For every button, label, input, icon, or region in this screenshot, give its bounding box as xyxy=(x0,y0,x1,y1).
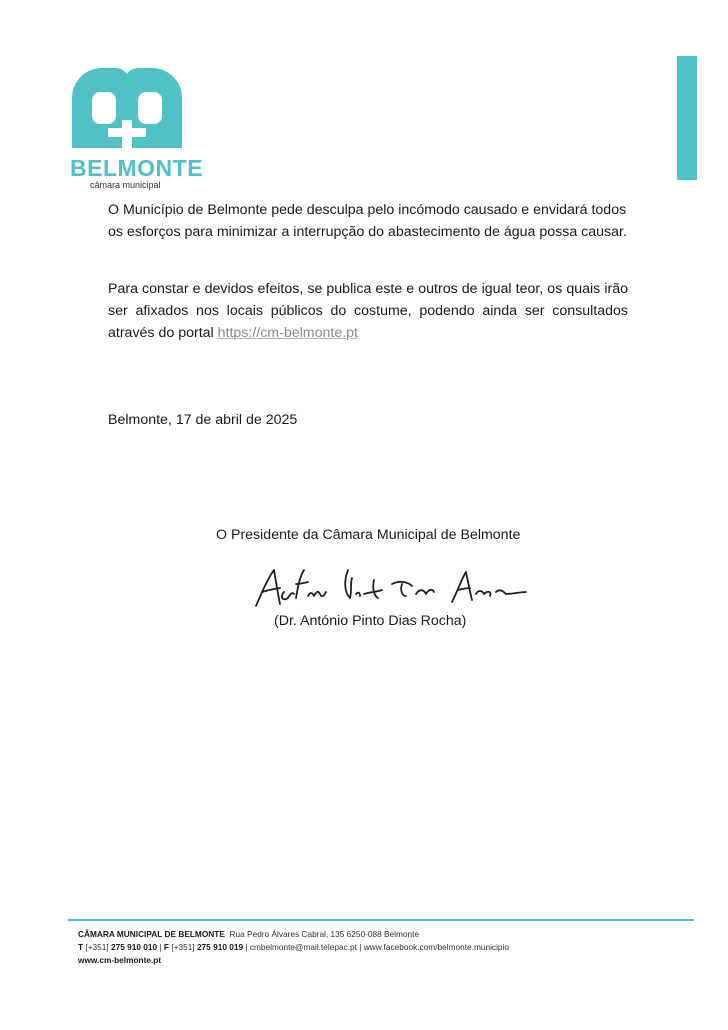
footer-phone: 275 910 010 xyxy=(111,942,158,952)
handwritten-signature xyxy=(252,562,528,612)
footer-line-1 xyxy=(78,928,509,941)
brand-side-bar xyxy=(677,56,697,180)
president-title: O Presidente da Câmara Municipal de Belmonte xyxy=(216,527,521,543)
publication-line-3 xyxy=(108,322,628,344)
signer-name: (Dr. António Pinto Dias Rocha) xyxy=(274,613,467,629)
footer-divider xyxy=(68,919,694,921)
footer-line-3 xyxy=(78,954,509,967)
date-line: Belmonte, 17 de abril de 2025 xyxy=(108,412,298,428)
belmonte-b-logo-icon xyxy=(72,64,182,148)
footer xyxy=(78,928,509,967)
portal-link[interactable]: https://cm-belmonte.pt xyxy=(217,325,358,341)
publication-line-1: Para constar e devidos efeitos, se publica este e outros de igual teor, os quais irão xyxy=(108,281,628,297)
publication-line-2: ser afixados nos locais públicos do costume, podendo ainda ser consultados xyxy=(108,303,628,319)
apology-paragraph: O Município de Belmonte pede desculpa pelo incómodo causado e envidará todos os esforços para minimizar a interrupção do abastecimento de água possa causar. xyxy=(108,202,627,240)
publication-line-3-text: através do portal xyxy=(108,325,218,341)
footer-address: Rua Pedro Álvares Cabral, 135 6250-088 Belmonte xyxy=(229,929,420,939)
footer-website[interactable]: www.cm-belmonte.pt xyxy=(78,955,162,965)
logo-name: BELMONTE xyxy=(70,155,204,181)
footer-fax: 275 910 019 xyxy=(196,942,244,952)
footer-phone-label: T xyxy=(78,942,84,952)
logo-subtitle: câmara municipal xyxy=(90,180,161,190)
footer-line-2: T [+351] 275 910 010 | F [+351] 275 910 019 | cmbelmonte@mail.telepac.pt | www.facebook.com/belmonte.municipio xyxy=(78,942,509,952)
belmonte-logo xyxy=(68,64,204,190)
footer-org-name: CÂMARA MUNICIPAL DE BELMONTE xyxy=(78,929,225,939)
publication-paragraph xyxy=(108,278,628,344)
footer-email[interactable]: cmbelmonte@mail.telepac.pt xyxy=(249,942,357,952)
footer-fax-prefix: [+351] xyxy=(171,942,195,952)
footer-phone-prefix: [+351] xyxy=(85,942,109,952)
footer-facebook[interactable]: www.facebook.com/belmonte.municipio xyxy=(363,942,509,952)
footer-fax-label: F xyxy=(163,942,169,952)
